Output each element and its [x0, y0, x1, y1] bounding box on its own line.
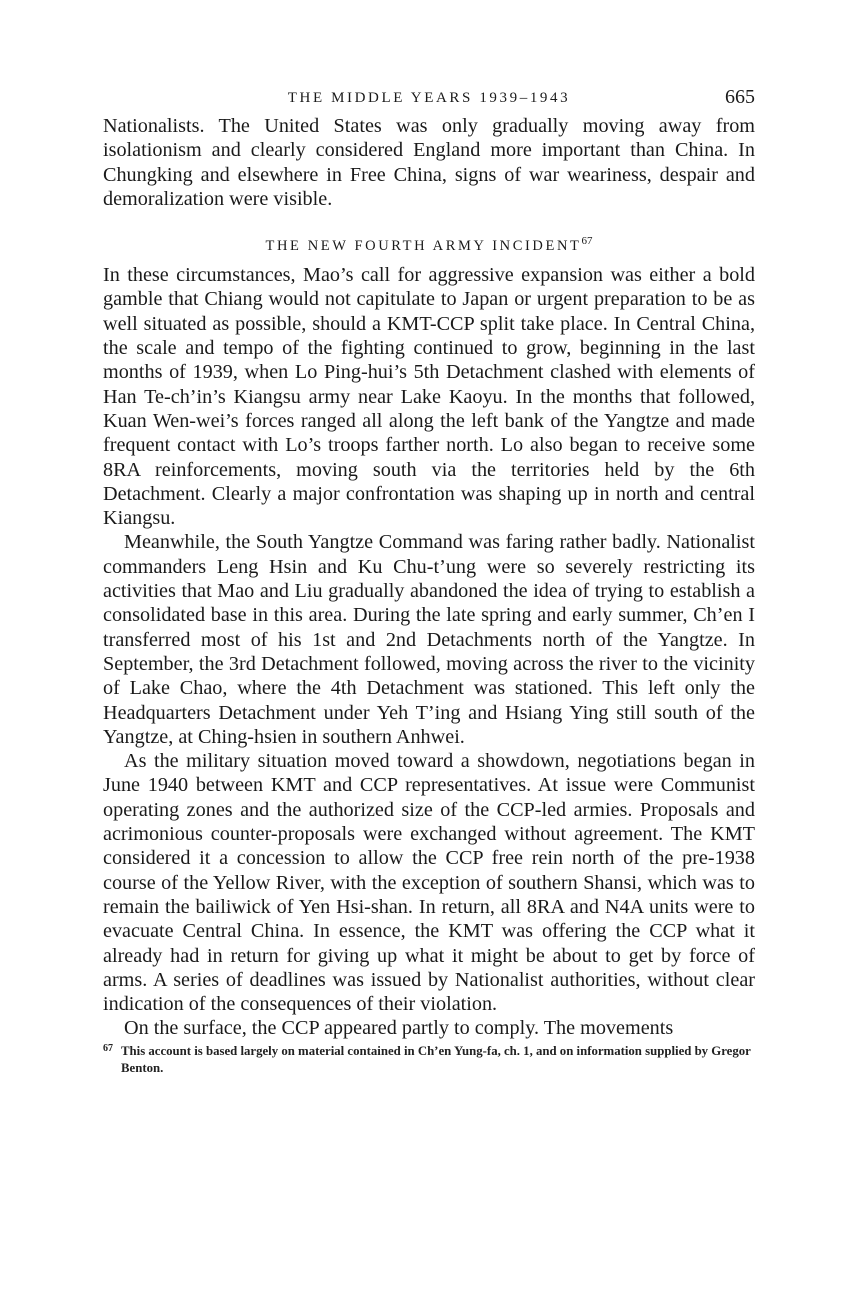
paragraph: On the surface, the CCP appeared partly to comply. The movements — [124, 1017, 674, 1040]
footnote-reference: 67 — [581, 235, 593, 248]
running-header — [103, 84, 755, 114]
running-title: THE MIDDLE YEARS 1939–1943 — [287, 90, 571, 106]
paragraph: In these circumstances, Mao’s call for aggressive expansion was either a bold gamble that Chiang would not capitulate to Japan or urgent preparation to be as well situated as possible, should a KMT-CCP split take place. In Central China, the scale and tempo of the fighting continued to grow, beginning in the last months of 1939, when Lo Ping-hui’s 5th Detachment clashed with elements of Han Te-ch’in’s Kiangsu army near Lake Kaoyu. In the months that followed, Kuan Wen-wei’s forces ranged all along the left bank of the Yangtze and made frequent contact with Lo’s troops farther north. Lo also began to receive some 8RA reinforcements, moving south via the territories held by the 6th Detachment. Clearly a major confrontation was shaping up in north and central Kiangsu. — [103, 264, 755, 530]
book-page — [103, 84, 755, 1077]
page-number: 665 — [725, 86, 755, 108]
paragraph: Meanwhile, the South Yangtze Command was faring rather badly. Nationalist commanders Leng Hsin and Ku Chu-t’ung were so severely restricting its activities that Mao and Liu gradually abandoned the idea of trying to establish a consolidated base in this area. During the late spring and early summer, Ch’en I transferred most of his 1st and 2nd Detachments north of the Yangtze. In September, the 3rd Detachment followed, moving across the river to the vicinity of Lake Chao, where the 4th Detachment was stationed. This left only the Headquarters Detachment under Yeh T’ing and Hsiang Ying still south of the Yangtze, at Ching-hsien in southern Anhwei. — [103, 531, 755, 748]
paragraph: As the military situation moved toward a showdown, negotiations began in June 1940 between KMT and CCP representatives. At issue were Communist operating zones and the authorized size of the CCP-led armies. Proposals and acrimonious counter-proposals were exchanged without agreement. The KMT considered it a concession to allow the CCP free rein north of the pre-1938 course of the Yellow River, with the exception of southern Shansi, which was to remain the bailiwick of Yen Hsi-shan. In return, all 8RA and N4A units were to evacuate Central China. In essence, the KMT was offering the CCP what it already had in return for giving up what it might be about to get by force of arms. A series of deadlines was issued by Nationalist authorities, without clear indication of the consequences of their violation. — [103, 750, 755, 1016]
section-heading-text: THE NEW FOURTH ARMY INCIDENT — [265, 238, 582, 255]
footnote: 67 This account is based largely on material contained in Ch’en Yung-fa, ch. 1, and on information supplied by Gregor Benton. — [103, 1042, 751, 1075]
section-heading — [103, 236, 755, 256]
paragraph-continued: Nationalists. The United States was only gradually moving away from isolationism and clearly considered England more important than China. In Chungking and elsewhere in Free China, signs of war weariness, despair and demoralization were visible. — [103, 115, 755, 210]
footnote-text: This account is based largely on material contained in Ch’en Yung-fa, ch. 1, and on information supplied by Gregor Benton. — [121, 1043, 751, 1075]
